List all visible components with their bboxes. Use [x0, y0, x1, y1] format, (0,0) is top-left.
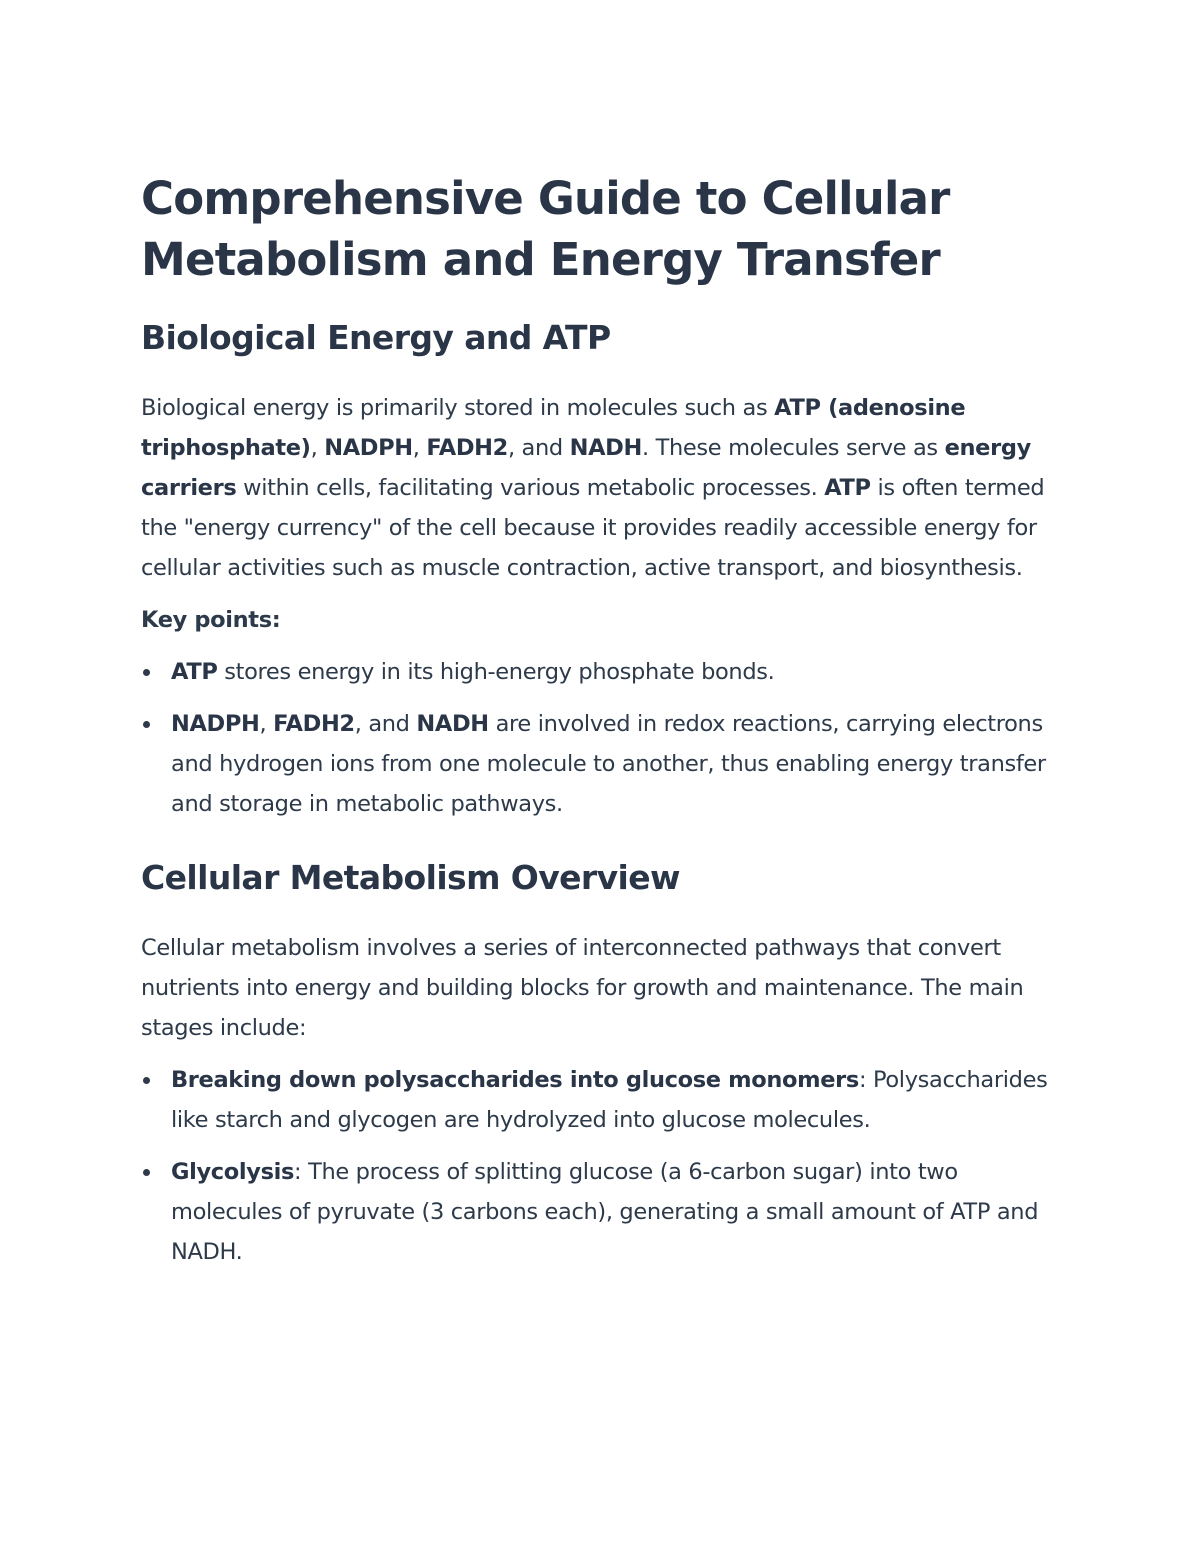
list-item [141, 1060, 1066, 1140]
document-page [141, 168, 1066, 1284]
key-points-list [141, 652, 1066, 824]
intro-text: , [310, 435, 325, 461]
bullet-icon [143, 721, 150, 728]
list-item [141, 704, 1066, 824]
list-item-text: , and [354, 711, 417, 737]
list-item-text: , [259, 711, 274, 737]
overview-intro-paragraph: Cellular metabolism involves a series of interconnected pathways that convert nutrients into energy and building blocks for growth and maintenance. The main stages include: [141, 935, 1024, 1041]
list-item-bold: Breaking down polysaccharides into glucose monomers [171, 1067, 859, 1093]
section-intro-paragraph [141, 388, 1066, 588]
list-item [141, 1152, 1066, 1272]
intro-text: Biological energy is primarily stored in molecules such as [141, 395, 775, 421]
section-heading-biological-energy: Biological Energy and ATP [141, 318, 611, 357]
list-item-text: stores energy in its high-energy phosphate bonds. [217, 659, 775, 685]
list-item-bold: NADPH [171, 711, 260, 737]
intro-bold-atp: ATP [824, 475, 871, 501]
intro-bold-energy-carriers: energy carriers [141, 435, 1031, 501]
list-item-bold: Glycolysis [171, 1159, 295, 1185]
list-item-text: : The process of splitting glucose (a 6-carbon sugar) into two molecules of pyruvate (3 carbons each), generating a small amount of ATP and NADH. [171, 1159, 1039, 1265]
intro-text: , and [507, 435, 570, 461]
document-title: Comprehensive Guide to Cellular Metabolism and Energy Transfer [141, 172, 950, 286]
intro-bold-nadh: NADH [569, 435, 642, 461]
key-points-label: Key points: [141, 607, 281, 633]
list-item-text: : Polysaccharides like starch and glycogen are hydrolyzed into glucose molecules. [171, 1067, 1048, 1133]
intro-text: , [412, 435, 427, 461]
list-item-bold: ATP [171, 659, 218, 685]
section-heading-metabolism-overview: Cellular Metabolism Overview [141, 858, 680, 897]
intro-bold-nadph: NADPH [324, 435, 413, 461]
list-item-text: are involved in redox reactions, carrying electrons and hydrogen ions from one molecule to another, thus enabling energy transfer and storage in metabolic pathways. [171, 711, 1046, 817]
metabolism-stages-list [141, 1060, 1066, 1272]
list-item-bold: NADH [416, 711, 489, 737]
bullet-icon [143, 669, 150, 676]
bullet-icon [143, 1077, 150, 1084]
intro-text: is often termed the "energy currency" of the cell because it provides readily accessible energy for cellular activities such as muscle contraction, active transport, and biosynthesis. [141, 475, 1045, 581]
list-item [141, 652, 1066, 692]
intro-text: . These molecules serve as [642, 435, 945, 461]
bullet-icon [143, 1169, 150, 1176]
intro-bold-atp-full: ATP (adenosine triphosphate) [141, 395, 966, 461]
intro-bold-fadh2: FADH2 [426, 435, 508, 461]
list-item-bold: FADH2 [273, 711, 355, 737]
intro-text: within cells, facilitating various metabolic processes. [236, 475, 825, 501]
